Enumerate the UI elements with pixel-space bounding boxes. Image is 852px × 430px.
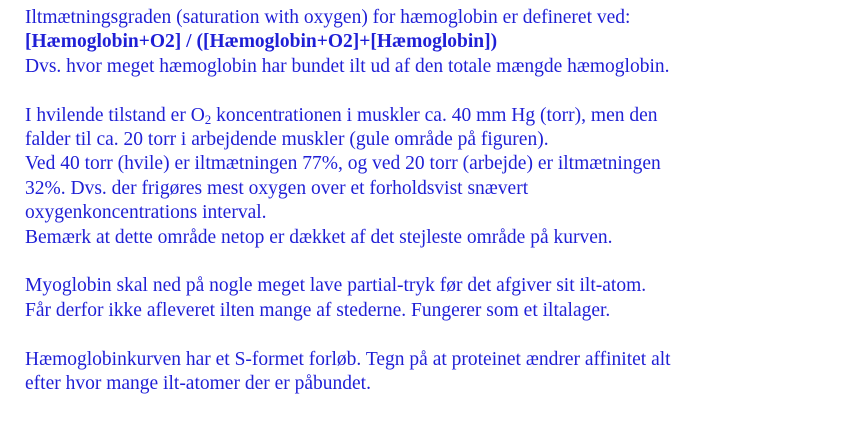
- definition-intro: Iltmætningsgraden (saturation with oxygen) for hæmoglobin er defineret ved:: [25, 7, 631, 28]
- working-muscle-line: falder til ca. 20 torr i arbejdende muskler (gule område på figuren).: [25, 129, 549, 151]
- saturation-values-line: Ved 40 torr (hvile) er iltmætningen 77%, og ved 20 torr (arbejde) er iltmætningen: [25, 153, 661, 175]
- rest-concentration-line: [25, 104, 840, 128]
- definition-explanation: Dvs. hvor meget hæmoglobin har bundet ilt ud af den totale mængde hæmoglobin.: [25, 55, 670, 77]
- paragraph-gap: [25, 79, 840, 103]
- oxygen-release-line: 32%. Dvs. der frigøres mest oxygen over et forholdsvist snævert: [25, 177, 529, 199]
- document-body: [25, 6, 840, 396]
- affinity-line: efter hvor mange ilt-atomer der er påbundet.: [25, 373, 371, 395]
- paragraph-gap: [25, 323, 840, 347]
- myoglobin-line: Myoglobin skal ned på nogle meget lave partial-tryk før det afgiver sit ilt-atom.: [25, 275, 647, 297]
- oxygen-storage-line: Får derfor ikke afleveret ilten mange af stederne. Fungerer som et iltalager.: [25, 299, 611, 321]
- interval-line: oxygenkoncentrations interval.: [25, 202, 267, 224]
- saturation-formula: [Hæmoglobin+O2] / ([Hæmoglobin+O2]+[Hæmoglobin]): [25, 31, 498, 53]
- rest-concentration-post: koncentrationen i muskler ca. 40 mm Hg (torr), men den: [211, 104, 658, 126]
- s-curve-line: Hæmoglobinkurven har et S-formet forløb. Tegn på at proteinet ændrer affinitet alt: [25, 348, 671, 370]
- rest-concentration-pre: I hvilende tilstand er O: [25, 104, 205, 126]
- oxygen-subscript: 2: [204, 111, 212, 127]
- steepest-region-note: Bemærk at dette område netop er dækket af det stejleste område på kurven.: [25, 226, 613, 248]
- paragraph-gap: [25, 250, 840, 274]
